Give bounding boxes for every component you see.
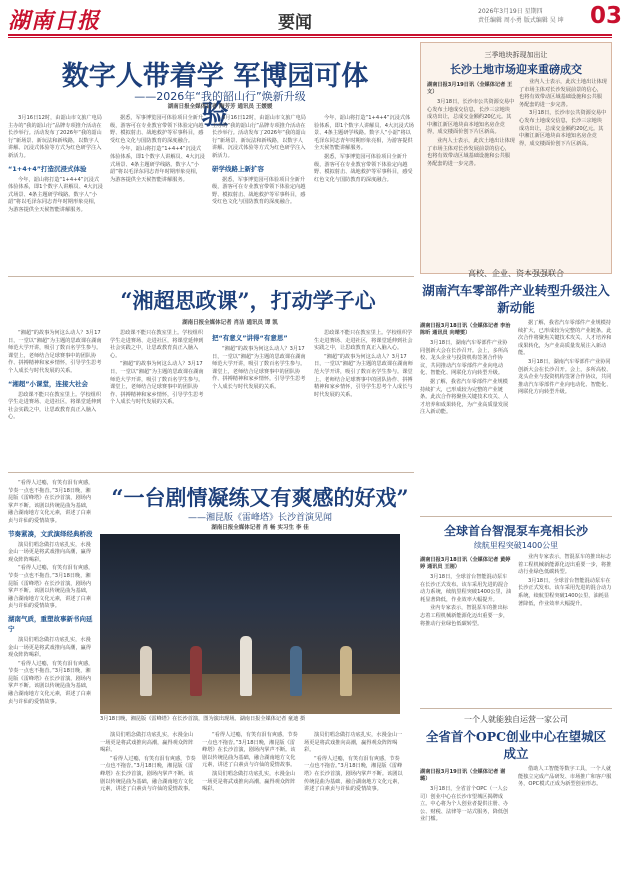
story2-paragraph: 思政课不能只在教室里上。学校组织学生走进赛场、走进社区，将课堂延伸到社会实践之中，让思政教育真正入脑入心。 <box>314 330 413 352</box>
story3-col1 <box>8 480 94 870</box>
story2-subhead: “湘超”小课堂，连接大社会 <box>8 379 89 388</box>
performer-figure <box>340 646 352 696</box>
story3-paragraph: 演员们唱念做打功底扎实，水漫金山一场更是将武戏推向高潮，赢得观众阵阵喝彩。 <box>202 770 296 793</box>
story1-byline: 湖南日报全媒体记者 陶芳芳 通讯员 王媛媛 <box>167 104 273 110</box>
right-story2-paragraph: 3月18日，全球首台智能混动泵车在长沙正式发布。该车采用先进的混合动力系统，续航里程突破1400公里，油耗显著降低，作业效率大幅提升。 <box>518 577 612 607</box>
right-story1-paragraph: 据了解，我省汽车零部件产业规模持续扩大，已形成较为完整的产业链条。此次合作将聚焦关键技术攻关、人才培养和成果转化，为产业高质量发展注入新动能。 <box>420 378 509 416</box>
performer-figure <box>290 646 302 696</box>
right-story1-col1 <box>420 320 512 510</box>
story3-paragraph: 演员们唱念做打功底扎实，水漫金山一场更是将武戏推向高潮，赢得观众阵阵喝彩。 <box>8 636 92 659</box>
right-story1-kicker: 高校、企业、资本强强联合 <box>468 269 564 278</box>
right-story1-paragraph: 据了解，我省汽车零部件产业规模持续扩大，已形成较为完整的产业链条。此次合作将聚焦关键技术攻关、人才培养和成果转化，为产业高质量发展注入新动能。 <box>518 320 612 357</box>
story1-paragraph: 今年，韶山将打造“1+4+4”沉浸式体验体系，即1个数字人讲解员、4大沉浸式场景、4条主题研学线路。数字人“小韶”将以毛泽东同志青年时期形象亮相，为游客提供全天候智能讲解服务。 <box>8 176 103 213</box>
performance-photo <box>100 534 400 714</box>
story3-paragraph: “看得人过瘾，有笑有泪有爽感，节奏一点也不拖沓。”3月18日晚，湘昆版《雷峰塔》在长沙首演，剧场内掌声不断。该剧以传统昆曲为基础，融合湖南地方文化元素，讲述了白素贞与许仙的爱情故事。 <box>202 732 298 769</box>
masthead-rule-thin <box>8 37 612 38</box>
issue-meta <box>478 7 588 25</box>
sidebar-paragraph: 3月18日，长沙市公共资源交易中心发布土地成交信息，长沙三宗地块成功出让，总成交金额约20亿元。其中湘江新区地块由本地知名房企竞得，成交楼面价创下片区新高。 <box>519 110 607 147</box>
right-story3-col2 <box>518 766 612 872</box>
story1-col3 <box>212 115 308 270</box>
story3-col4 <box>304 732 404 872</box>
right-story3-paragraph: 借助人工智能等数字工具，一个人就能独立完成产品研发、市场推广和客户服务，OPC模式正成为新型创业形态。 <box>518 766 612 788</box>
story2-paragraph: 思政课不能只在教室里上。学校组织学生走进赛场、走进社区，将课堂延伸到社会实践之中，让思政教育真正入脑入心。 <box>110 330 204 359</box>
right-story1-paragraph: 3月18日，湖南汽车零部件产业协同创新大会在长沙召开。会上，多所高校、龙头企业与投资机构签署合作协议，共同推动汽车零部件产业向电动化、智能化、网联化方向转型升级。 <box>518 358 612 396</box>
right-story2-subtitle: 续航里程突破1400公里 <box>473 541 559 550</box>
story1-subhead: “1+4+4”打造沉浸式体验 <box>8 164 87 173</box>
story3-paragraph: “看得人过瘾，有笑有泪有爽感，节奏一点也不拖沓。”3月18日晚，湘昆版《雷峰塔》在长沙首演，剧场内掌声不断。该剧以传统昆曲为基础，融合湖南地方文化元素，讲述了白素贞与许仙的爱情故事。 <box>100 755 196 793</box>
story3-paragraph: “看得人过瘾，有笑有泪有爽感，节奏一点也不拖沓。”3月18日晚，湘昆版《雷峰塔》在长沙首演，剧场内掌声不断。该剧以传统昆曲为基础，融合湖南地方文化元素，讲述了白素贞与许仙的爱情故事。 <box>8 565 94 610</box>
story3-paragraph: 演员们唱念做打功底扎实，水漫金山一场更是将武戏推向高潮，赢得观众阵阵喝彩。 <box>100 732 194 754</box>
right-story1-byline: 湖南日报3月18日讯（全媒体记者 李治 陈昕 通讯员 向晴雯） <box>420 323 511 336</box>
story3-paragraph: 演员们唱念做打功底扎实，水漫金山一场更是将武戏推向高潮，赢得观众阵阵喝彩。 <box>304 732 403 754</box>
right-story2-col2 <box>518 554 612 704</box>
story2-col4 <box>314 330 414 470</box>
sidebar-headline: 长沙土地市场迎来重磅成交 <box>450 63 582 76</box>
performer-figure <box>140 646 152 696</box>
right-story3-col1 <box>420 766 512 872</box>
right-story2-col1 <box>420 554 512 704</box>
photo-caption: 3月18日晚，湘昆版《雷峰塔》在长沙首演，图为演出现场。湖南日报全媒体记者 童迪 摄 <box>100 716 306 722</box>
performer-figure <box>240 636 252 696</box>
story3-subhead: 湖南气质，重塑故事新书向延宁 <box>8 614 93 633</box>
story1-paragraph: 3月16日12时，由韶山市文旅广电局主办的“我的韶山行”品牌专项推介活动在长沙举行。活动发布了2026年“我的韶山行”新场景、新玩法和新线路，以数字人讲解、沉浸式体验等方式为红色研学注入新活力。 <box>212 115 306 159</box>
story1-paragraph: 今年，韶山将打造“1+4+4”沉浸式体验体系，即1个数字人讲解员、4大沉浸式场景、4条主题研学线路。数字人“小韶”将以毛泽东同志青年时期形象亮相，为游客提供全天候智能讲解服务。 <box>110 146 205 183</box>
page-number: 03 <box>590 3 622 29</box>
story1-headline: 数字人带着学 军博园可体验 <box>61 61 369 131</box>
story1-col2 <box>110 115 206 270</box>
right-story1-col2 <box>518 320 612 510</box>
story1-paragraph: 3月16日12时，由韶山市文旅广电局主办的“我的韶山行”品牌专项推介活动在长沙举行。活动发布了2026年“我的韶山行”新场景、新玩法和新线路，以数字人讲解、沉浸式体验等方式为红色研学注入新活力。 <box>8 115 102 159</box>
right-story2-headline: 全球首台智混泵车亮相长沙 <box>443 524 588 538</box>
sidebar-byline: 湖南日报3月19日讯（全媒体记者 王文） <box>427 82 513 95</box>
right-story3-paragraph: 3月18日，全省首个OPC（一人公司）创业中心在长沙市望城区揭牌成立。中心将为个人创业者提供注册、办公、财税、法律等一站式服务，降低创业门槛。 <box>420 786 509 823</box>
newspaper-logo: 湖南日报 <box>8 8 101 34</box>
story2-byline: 湖南日报全媒体记者 肖洁 通讯员 谭 凯 <box>182 320 278 326</box>
right-story3-kicker: 一个人就能独自运营一家公司 <box>464 715 568 724</box>
right-story2-paragraph: 3月18日，全球首台智能混动泵车在长沙正式发布。该车采用先进的混合动力系统，续航里程突破1400公里，油耗显著降低，作业效率大幅提升。 <box>420 574 512 603</box>
story2-paragraph: “湘超”的故事为何这么动人？3月17日，一堂以“湘超”为主题的思政课在湖南师范大学开讲，吸引了数百名学生参与。课堂上，老师结合足球赛事中的团队协作、拼搏精神和家乡情怀，引导学生思考个人成长与时代发展的关系。 <box>8 330 102 374</box>
story1-subhead: 研学线路上新扩容 <box>212 164 264 173</box>
story3-subtitle: ——湘昆版《雷峰塔》长沙首演见闻 <box>187 513 332 523</box>
story2-paragraph: “湘超”的故事为何这么动人？3月17日，一堂以“湘超”为主题的思政课在湖南师范大学开讲，吸引了数百名学生参与。课堂上，老师结合足球赛事中的团队协作、拼搏精神和家乡情怀，引导学生思考个人成长与时代发展的关系。 <box>314 353 413 398</box>
story2-headline: “湘超思政课”，打动学子心 <box>120 288 376 313</box>
story3-paragraph: “看得人过瘾，有笑有泪有爽感，节奏一点也不拖沓。”3月18日晚，湘昆版《雷峰塔》在长沙首演，剧场内掌声不断。该剧以传统昆曲为基础，融合湖南地方文化元素，讲述了白素贞与许仙的爱情故事。 <box>8 480 94 524</box>
story3-headline: “一台剧情凝练又有爽感的好戏” <box>111 485 409 510</box>
sidebar-paragraph: 3月18日，长沙市公共资源交易中心发布土地成交信息，长沙三宗地块成功出让，总成交金额约20亿元。其中湘江新区地块由本地知名房企竞得，成交楼面价创下片区新高。 <box>427 99 515 136</box>
right-story3-byline: 湖南日报3月19日讯（全媒体记者 谢璐） <box>420 769 506 782</box>
story1-paragraph: 今年，韶山将打造“1+4+4”沉浸式体验体系，即1个数字人讲解员、4大沉浸式场景、4条主题研学线路。数字人“小韶”将以毛泽东同志青年时期形象亮相，为游客提供全天候智能讲解服务。 <box>314 115 414 152</box>
story3-col3 <box>202 732 298 872</box>
issue-date: 2026年3月19日 星期四 <box>478 8 543 15</box>
section-divider <box>420 708 612 709</box>
story1-paragraph: 据悉，军事博览园可体验项目全新升级，游客可在专业教官带领下体验定向越野、模拟射击、战地救护等军事科目，感受红色文化与国防教育的深度融合。 <box>110 115 204 144</box>
story1-col4 <box>314 115 414 270</box>
story2-paragraph: “湘超”的故事为何这么动人？3月17日，一堂以“湘超”为主题的思政课在湖南师范大学开讲，吸引了数百名学生参与。课堂上，老师结合足球赛事中的团队协作、拼搏精神和家乡情怀，引导学生思考个人成长与时代发展的关系。 <box>212 346 306 390</box>
story3-paragraph: “看得人过瘾，有笑有泪有爽感，节奏一点也不拖沓。”3月18日晚，湘昆版《雷峰塔》在长沙首演，剧场内掌声不断。该剧以传统昆曲为基础，融合湖南地方文化元素，讲述了白素贞与许仙的爱情故事。 <box>304 755 403 793</box>
story3-paragraph: 演员们唱念做打功底扎实，水漫金山一场更是将武戏推向高潮，赢得观众阵阵喝彩。 <box>8 541 92 563</box>
sidebar-col1 <box>427 79 515 269</box>
right-story1-headline: 湖南汽车零部件产业转型升级注入新动能 <box>422 283 610 315</box>
section-divider <box>8 472 414 473</box>
story1-subtitle: ——2026年“我的韶山行”焕新升级 <box>134 90 306 103</box>
sidebar-news-box <box>420 42 612 274</box>
performer-figure <box>190 646 202 696</box>
story1-col1 <box>8 115 104 270</box>
right-story1-paragraph: 3月18日，湖南汽车零部件产业协同创新大会在长沙召开。会上，多所高校、龙头企业与投资机构签署合作协议，共同推动汽车零部件产业向电动化、智能化、网联化方向转型升级。 <box>420 340 509 377</box>
sidebar-col2 <box>519 79 607 269</box>
right-story2-paragraph: 业内专家表示，智混泵车的推出标志着工程机械新能源化迈出重要一步，将推动行业绿色低碳转型。 <box>420 605 509 627</box>
right-story3-headline: 全省首个OPC创业中心在望城区成立 <box>425 729 607 761</box>
masthead-rule <box>8 34 612 36</box>
right-story2-byline: 湖南日报3月18日讯（全媒体记者 黄婷婷 通讯员 王刚） <box>420 557 511 570</box>
story2-paragraph: “湘超”的故事为何这么动人？3月17日，一堂以“湘超”为主题的思政课在湖南师范大学开讲，吸引了数百名学生参与。课堂上，老师结合足球赛事中的团队协作、拼搏精神和家乡情怀，引导学生思考个人成长与时代发展的关系。 <box>110 361 204 406</box>
story3-col2 <box>100 732 196 872</box>
story1-paragraph: 据悉，军事博览园可体验项目全新升级，游客可在专业教官带领下体验定向越野、模拟射击、战地救护等军事科目，感受红色文化与国防教育的深度融合。 <box>212 176 306 206</box>
section-divider <box>8 276 414 277</box>
story2-subhead: 把“有意义”讲得“有意思” <box>212 334 288 342</box>
story3-subhead: 节奏紧凑，文武演绎经典桥段 <box>8 529 93 538</box>
section-divider <box>420 516 612 517</box>
right-story2-paragraph: 业内专家表示，智混泵车的推出标志着工程机械新能源化迈出重要一步，将推动行业绿色低碳转型。 <box>518 554 612 576</box>
story3-paragraph: “看得人过瘾，有笑有泪有爽感，节奏一点也不拖沓。”3月18日晚，湘昆版《雷峰塔》在长沙首演，剧场内掌声不断。该剧以传统昆曲为基础，融合湖南地方文化元素，讲述了白素贞与许仙的爱情故事。 <box>8 660 94 705</box>
story2-col1 <box>8 330 104 470</box>
sidebar-paragraph: 业内人士表示，此次土地出让体现了市场主体对长沙发展前景的信心，也将有效带动区域基础设施和公共服务配套的进一步完善。 <box>427 137 515 167</box>
sidebar-paragraph: 业内人士表示，此次土地出让体现了市场主体对长沙发展前景的信心，也将有效带动区域基础设施和公共服务配套的进一步完善。 <box>519 79 607 108</box>
story2-col3 <box>212 330 308 470</box>
story1-paragraph: 据悉，军事博览园可体验项目全新升级，游客可在专业教官带领下体验定向越野、模拟射击、战地救护等军事科目，感受红色文化与国防教育的深度融合。 <box>314 153 413 183</box>
story2-paragraph: 思政课不能只在教室里上。学校组织学生走进赛场、走进社区，将课堂延伸到社会实践之中，让思政教育真正入脑入心。 <box>8 391 102 421</box>
section-title: 要闻 <box>278 13 312 33</box>
sidebar-kicker: 三季地块拆现加出让 <box>484 51 548 59</box>
issue-editors: 责任编辑 周小勇 版式编辑 吴 坤 <box>478 17 564 24</box>
story2-col2 <box>110 330 206 470</box>
story3-byline: 湖南日报全媒体记者 肖 畅 实习生 李 佳 <box>211 525 309 531</box>
